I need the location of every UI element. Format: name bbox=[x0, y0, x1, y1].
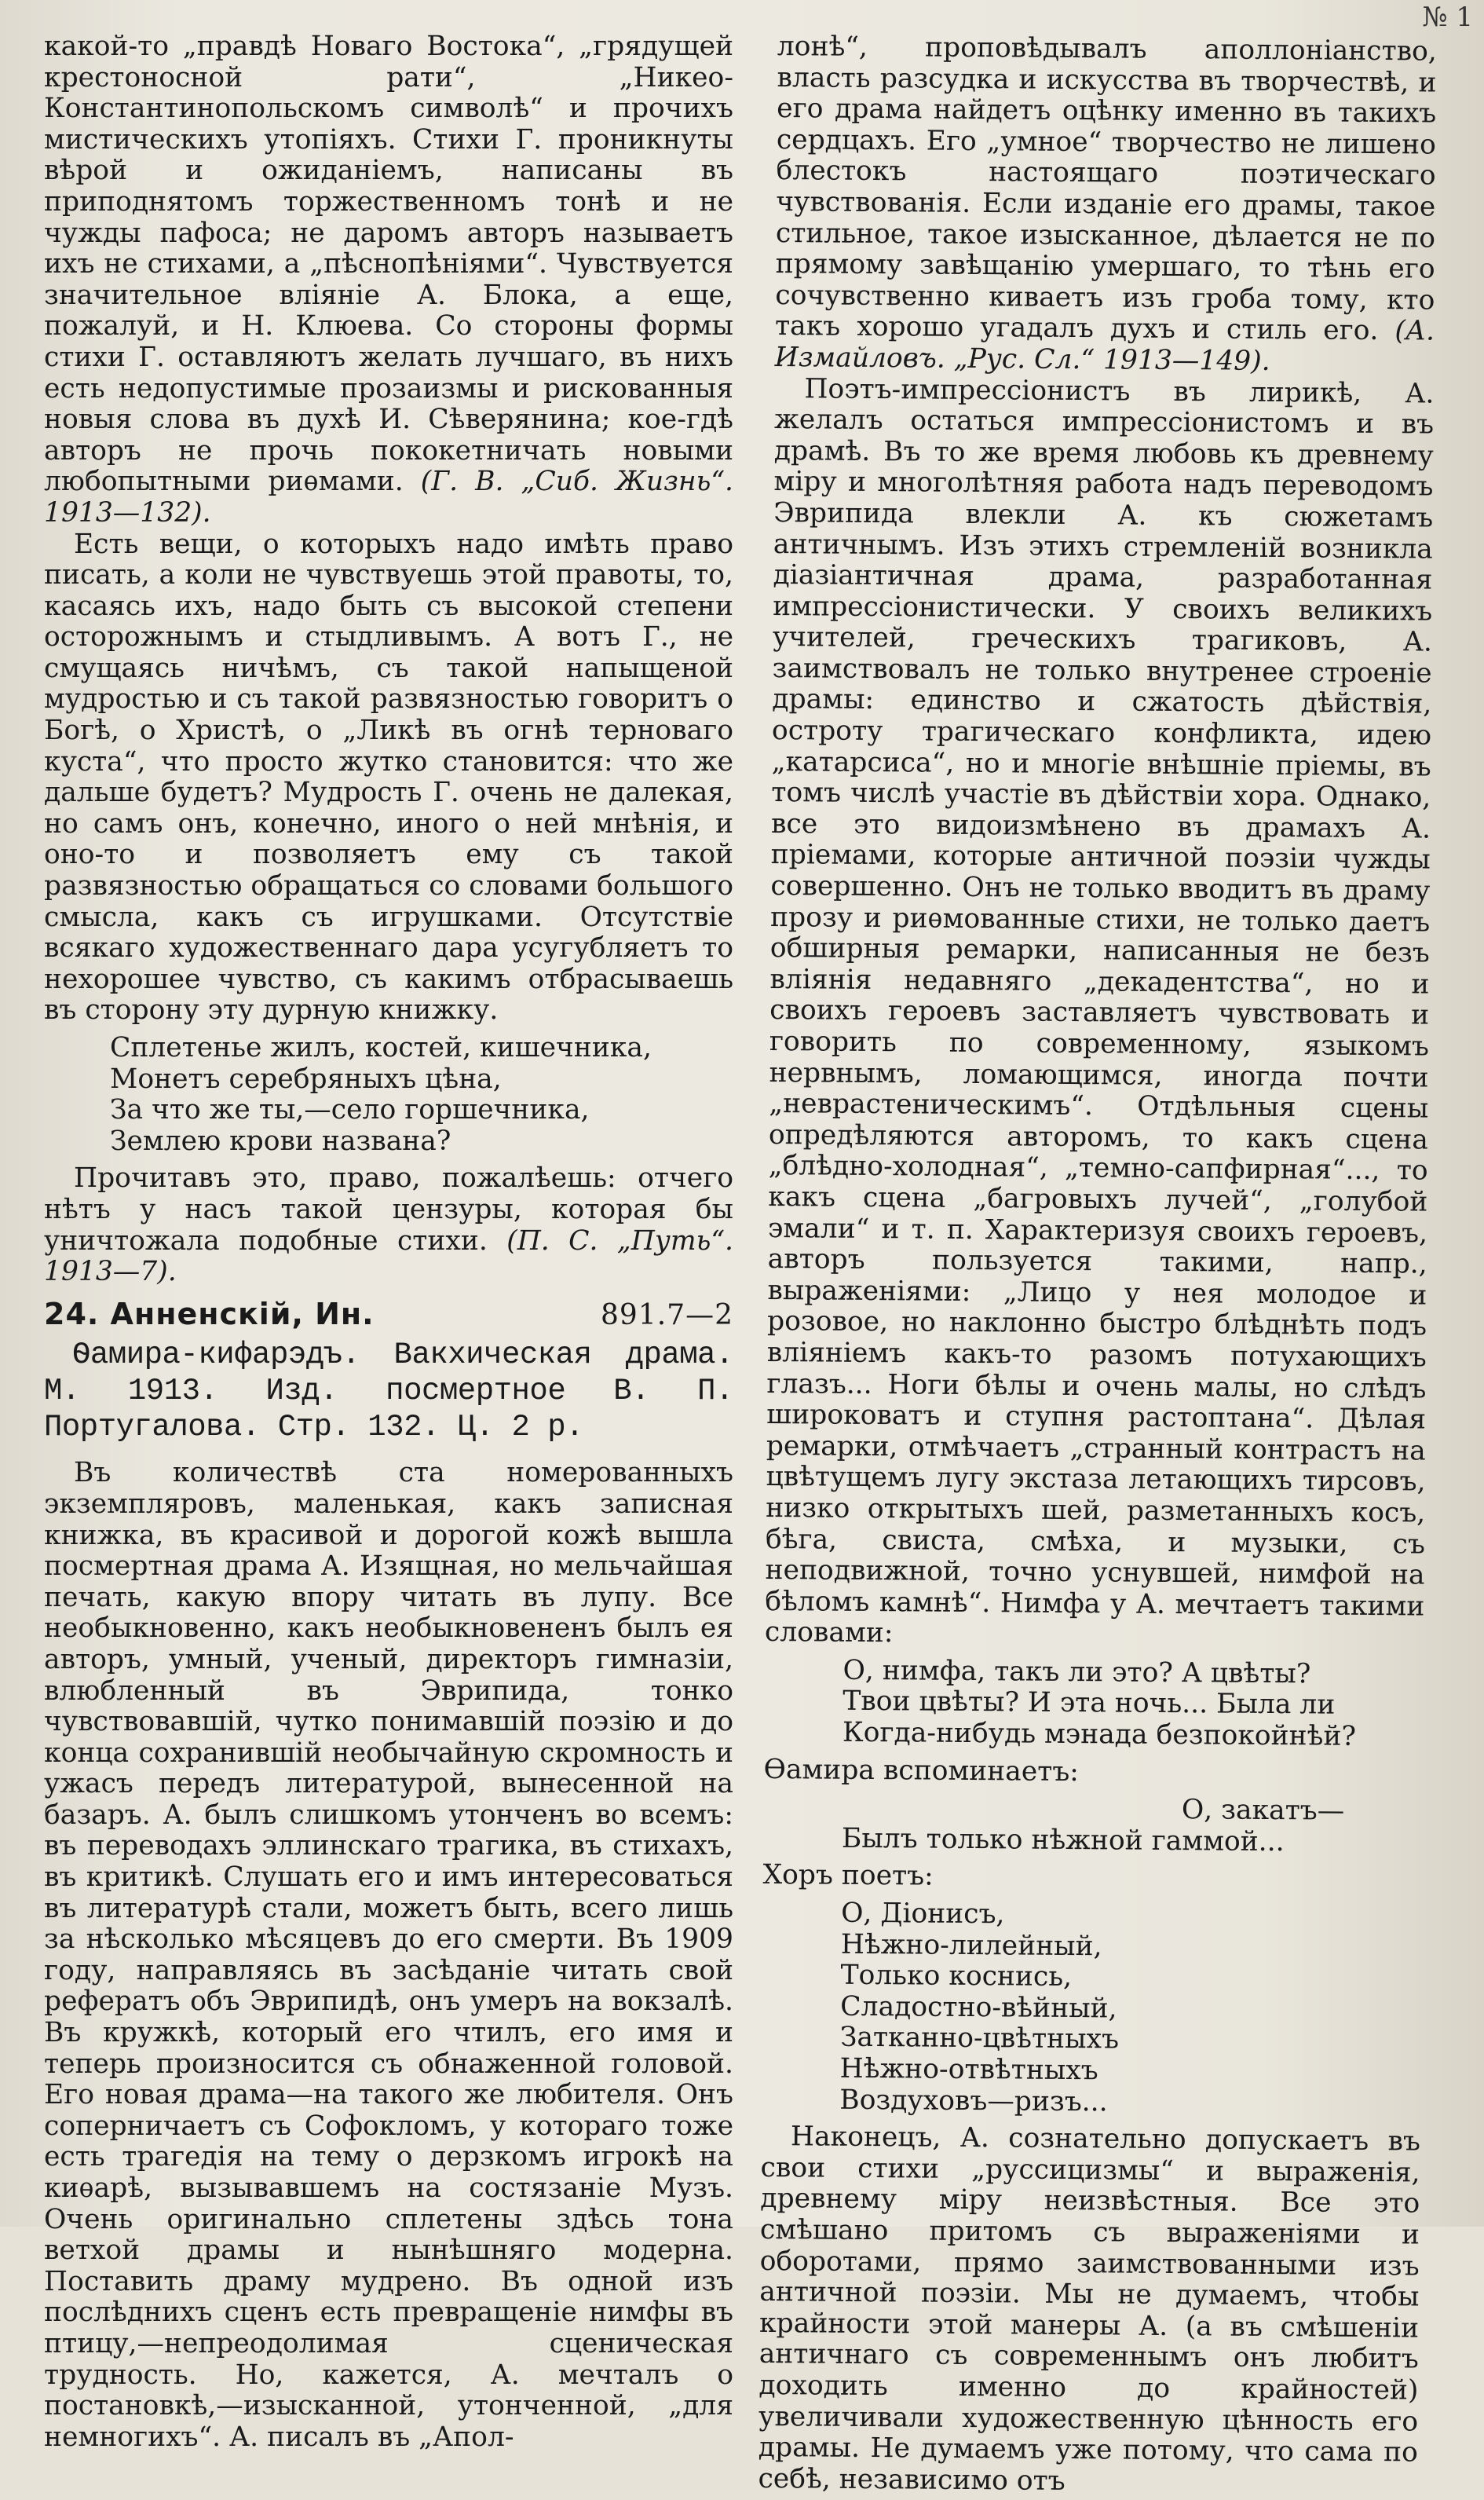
review-paragraph: какой-то „правдѣ Новаго Востока“, „грядущей крестоносной рати“, „Никео-Константинопольскомъ символѣ“ и прочихъ мистическихъ утопiяхъ. Стихи Г. проникнуты вѣрой и ожиданiемъ, написаны въ приподнятомъ торжественномъ тонѣ и не чужды пафоса; не даромъ авторъ называетъ ихъ не стихами, а „пѣснопѣнiями“. Чувствуется значительное влiянiе А. Блока, а еще, пожалуй, и Н. Клюева. Со стороны формы стихи Г. оставляютъ желать лучшаго, въ нихъ есть недопустимые прозаизмы и рискованныя новыя слова въ духѣ И. Сѣверянина; кое-гдѣ авторъ не прочь пококетничать новыми любопытными риѳмами. (Г. В. „Сиб. Жизнь“. 1913—132). bbox=[44, 31, 733, 529]
page-corner-mark: № 1 bbox=[1422, 2, 1473, 33]
drama-quote-nymph bbox=[843, 1656, 1424, 1754]
poem-line: О, Дiонисъ, bbox=[841, 1897, 1005, 1931]
review-citation: (А. Измайловъ. „Рус. Сл.“ 1913—149). bbox=[774, 315, 1435, 377]
entry-classification-code: 891.7—2 bbox=[601, 1298, 733, 1331]
poem-line: Когда-нибудь мэнада безпокойнѣй? bbox=[842, 1716, 1357, 1752]
chorus-quote bbox=[839, 1898, 1422, 2121]
right-column bbox=[758, 31, 1437, 2500]
review-paragraph: Есть вещи, о которыхъ надо имѣть право писать, а коли не чувствуешь этой правоты, то, касаясь ихъ, надо быть съ высокой степени осторожнымъ и стыдливымъ. А вотъ Г., не смущаясь ничѣмъ, съ такой напыщеной мудростью и съ такой развязностью говоритъ о Богѣ, о Христѣ, о „Ликѣ въ огнѣ терноваго куста“, что просто жутко становится: что же дальше будетъ? Мудрость Г. очень не далекая, но самъ онъ, конечно, иного о ней мнѣнiя, и оно-то и позволяетъ ему съ такой развязностью обращаться со словами большого смысла, какъ съ игрушками. Отсутствiе всякаго художественнаго дара усугубляетъ то нехорошее чувство, съ какимъ отбрасываешь въ сторону эту дурную книжку. bbox=[44, 528, 733, 1027]
poem-quote bbox=[110, 1033, 733, 1157]
poem-line: Былъ только нѣжной гаммой... bbox=[841, 1822, 1285, 1858]
poem-line: Нѣжно-лилейный, bbox=[840, 1928, 1102, 1962]
drama-quote-thamyris bbox=[842, 1792, 1424, 1859]
poem-line: Сплетенье жилъ, костей, кишечника, bbox=[110, 1032, 652, 1063]
review-paragraph: лонѣ“, проповѣдывалъ аполлонiанство, власть разсудка и искусства въ творчествѣ, и его драма найдетъ оцѣнку именно въ такихъ сердцахъ. Его „умное“ творчество не лишено блестокъ настоящаго поэтическаго чувствованiя. Если изданiе его драмы, такое стильное, такое изысканное, дѣлается не по прямому завѣщанiю умершаго, то тѣнь его сочувственно киваетъ изъ гроба тому, кто такъ хорошо угадалъ духъ и стиль его. (А. Измайловъ. „Рус. Сл.“ 1913—149). bbox=[774, 31, 1437, 377]
poem-line: Землею крови названа? bbox=[110, 1125, 451, 1157]
review-citation: (П. С. „Путь“. 1913—7). bbox=[44, 1224, 734, 1288]
entry-author: 24. Анненскiй, Ин. bbox=[44, 1296, 375, 1331]
review-paragraph: Прочитавъ это, право, пожалѣешь: отчего нѣтъ у насъ такой цензуры, которая бы уничтожала подобные стихи. (П. С. „Путь“. 1913—7). bbox=[44, 1162, 734, 1288]
poem-line: Монетъ серебряныхъ цѣна, bbox=[110, 1063, 502, 1095]
entry-heading bbox=[44, 1296, 733, 1331]
review-paragraph: Наконецъ, А. сознательно допускаетъ въ свои стихи „руссицизмы“ и выраженiя, древнему мiру неизвѣстныя. Все это смѣшано притомъ съ выраженiями и оборотами, прямо заимствованными изъ античной поэзiи. Мы не думаемъ, чтобы крайности этой манеры А. (а въ смѣшенiи античнаго съ современнымъ онъ любитъ доходить именно до крайностей) увеличивали художественную цѣнность его драмы. Не думаемъ уже потому, что сама по себѣ, независимо отъ bbox=[758, 2121, 1421, 2497]
review-paragraph: Въ количествѣ ста номерованныхъ экземпляровъ, маленькая, какъ записная книжка, въ красивой и дорогой кожѣ вышла посмертная драма А. Изящная, но мельчайшая печать, какую впору читать въ лупу. Все необыкновенно, какъ необыкновененъ былъ ея авторъ, умный, ученый, директоръ гимназiи, влюбленный въ Эврипида, тонко чувствовавшiй, чутко понимавшiй поэзiю и до конца сохранившiй необычайную скромность и ужасъ передъ литературой, вынесенной на базаръ. А. былъ слишкомъ утонченъ во всемъ: въ переводахъ эллинскаго трагика, въ стихахъ, въ критикѣ. Слушать его и имъ интересоваться въ литературѣ стали, можетъ быть, всего лишь за нѣсколько мѣсяцевъ до его смерти. Въ 1909 году, направляясь въ засѣданiе читать свой рефератъ объ Эврипидѣ, онъ умеръ на вокзалѣ. Въ кружкѣ, который его чтилъ, его имя и теперь произносится съ обнаженной головой. Его новая драма—на такого же любителя. Онъ соперничаетъ съ Софокломъ, у котораго тоже есть трагедiя на тему о дерзкомъ игрокѣ на киѳарѣ, вызывавшемъ на состязанiе Музъ. Очень оригинально сплетены здѣсь тона ветхой драмы и нынѣшняго модерна. Поставить драму мудрено. Въ одной изъ послѣднихъ сценъ есть превращенiе нимфы въ птицу,—непреодолимая сценическая трудность. Но, кажется, А. мечталъ о постановкѣ,—изысканной, утонченной, „для немногихъ“. А. писалъ въ „Апол- bbox=[44, 1457, 733, 2453]
poem-line: За что же ты,—село горшечника, bbox=[110, 1094, 590, 1126]
poem-line: Сладостно-вѣйный, bbox=[840, 1990, 1117, 2025]
bibliographic-record: Ѳамира-кифарэдъ. Вакхическая драма. М. 1913. Изд. посмертное В. П. Португалова. Стр. 132. Ц. 2 р. bbox=[44, 1338, 733, 1445]
poem-line: Воздуховъ—ризъ... bbox=[839, 2084, 1108, 2117]
review-paragraph: Поэтъ-импрессiонистъ въ лирикѣ, А. желалъ остаться импрессiонистомъ и въ драмѣ. Въ то же время любовь къ древнему мiру и многолѣтняя работа надъ переводомъ Эврипида влекли А. къ сюжетамъ античнымъ. Изъ этихъ стремленiй возникла дiазiантичная драма, разработанная импрессiонистически. У своихъ великихъ учителей, греческихъ трагиковъ, А. заимствовалъ не только внутренее строенiе драмы: единство и сжатость дѣйствiя, остроту трагическаго конфликта, идею „катарсиса“, но и многiе внѣшнiе прiемы, въ томъ числѣ участiе въ дѣйствiи хора. Однако, все это видоизмѣнено въ драмахъ А. прiемами, которые античной поэзiи чужды совершенно. Онъ не только вводитъ въ драму прозу и риѳмованные стихи, не только даетъ обширныя ремарки, написанныя не безъ влiянiя недавняго „декадентства“, но и своихъ героевъ заставляетъ чувствовать и говорить по современному, языкомъ нервнымъ, ломающимся, иногда почти „неврастеническимъ“. Отдѣльныя сцены опредѣляются авторомъ, то какъ сцена „блѣдно-холодная“, „темно-сапфирная“..., то какъ сцена „багровыхъ лучей“, „голубой эмали“ и т. п. Характеризуя своихъ героевъ, авторъ пользуется такими, напр., выраженiями: „Лицо у нея молодое и розовое, но наклонно быстро блѣднѣть подъ влiянiемъ какъ-то разомъ потухающихъ глазъ... Ноги бѣлы и очень малы, но слѣдъ широковатъ и ступня растоптана“. Дѣлая ремарки, отмѣчаетъ „странный контрастъ на цвѣтущемъ лугу экстаза летающихъ тирсовъ, низко открытыхъ шей, разметанныхъ косъ, бѣга, свиста, смѣха, и музыки, съ неподвижной, точно уснувшей, нимфой на бѣломъ камнѣ“. Нимфа у А. мечтаетъ такими словами: bbox=[764, 372, 1435, 1649]
poem-line: Затканно-цвѣтныхъ bbox=[839, 2022, 1120, 2055]
poem-line: О, нимфа, такъ ли это? А цвѣты? bbox=[843, 1654, 1311, 1690]
poem-line: Нѣжно-отвѣтныхъ bbox=[839, 2052, 1098, 2087]
poem-line: О, закатъ— bbox=[1181, 1794, 1345, 1827]
review-citation: (Г. В. „Сиб. Жизнь“. 1913—132). bbox=[44, 466, 733, 529]
speaker-cue: Ѳамира вспоминаетъ: bbox=[763, 1753, 1080, 1788]
speaker-cue: Хоръ поетъ: bbox=[762, 1859, 934, 1893]
left-column bbox=[44, 31, 733, 2453]
poem-line: Твои цвѣты? И эта ночь... Была ли bbox=[843, 1686, 1336, 1722]
poem-line: Только коснись, bbox=[840, 1959, 1073, 1993]
